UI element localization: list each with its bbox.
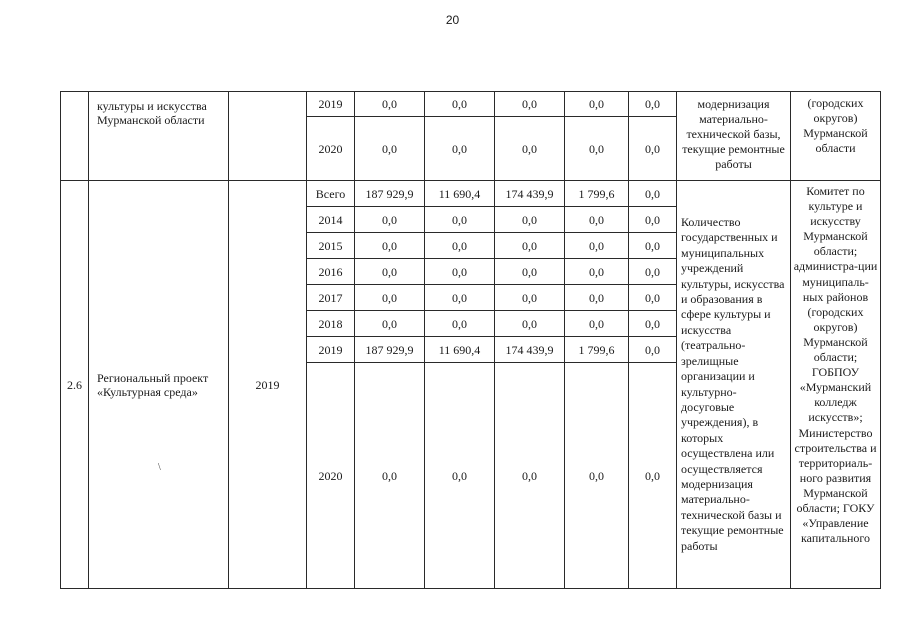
value-cell: 0,0: [495, 259, 565, 285]
event-name-cell: Региональный проект «Культурная среда»: [89, 181, 229, 589]
indicator-description-cell: Количество государственных и муниципальных учреждений культуры, искусства и образования в сфере культуры и искусства (театрально-зрелищные организации и культурно-досуговые учреждения), в которых осуществлена или осуществляется модернизация материально-технической базы и текущие ремонтные работы: [677, 181, 791, 589]
stray-mark: \: [158, 462, 161, 473]
value-cell: 0,0: [495, 92, 565, 117]
value-cell: 174 439,9: [495, 337, 565, 363]
value-cell: 1 799,6: [565, 337, 629, 363]
year-cell: 2017: [307, 285, 355, 311]
period-cell: 2019: [229, 181, 307, 589]
value-cell: 0,0: [355, 311, 425, 337]
responsible-cell: Комитет по культуре и искусству Мурманской области; администра-ции муниципаль-ных районов (городских округов) Мурманской области; ГОБПОУ «Мурманский колледж искусств»; Министерство строительства и территориаль-ного развития Мурманской области; ГОКУ «Управление капитального: [791, 181, 881, 589]
event-name-cell: культуры и искусства Мурманской области: [89, 92, 229, 181]
value-cell: 0,0: [629, 233, 677, 259]
value-cell: 0,0: [629, 363, 677, 589]
year-cell: 2016: [307, 259, 355, 285]
value-cell: 0,0: [629, 117, 677, 181]
value-cell: 174 439,9: [495, 181, 565, 207]
year-cell: 2014: [307, 207, 355, 233]
value-cell: 0,0: [425, 207, 495, 233]
value-cell: 0,0: [425, 259, 495, 285]
value-cell: 11 690,4: [425, 181, 495, 207]
period-cell: [229, 92, 307, 181]
value-cell: 0,0: [565, 311, 629, 337]
value-cell: 0,0: [495, 117, 565, 181]
value-cell: 11 690,4: [425, 337, 495, 363]
value-cell: 0,0: [629, 92, 677, 117]
page-number: 20: [445, 13, 460, 27]
value-cell: 187 929,9: [355, 181, 425, 207]
value-cell: 0,0: [495, 363, 565, 589]
number-cell: 2.6: [61, 181, 89, 589]
value-cell: 0,0: [629, 285, 677, 311]
value-cell: 0,0: [355, 117, 425, 181]
value-cell: 1 799,6: [565, 181, 629, 207]
value-cell: 0,0: [355, 92, 425, 117]
year-cell: 2020: [307, 363, 355, 589]
year-cell: 2019: [307, 337, 355, 363]
value-cell: 0,0: [629, 207, 677, 233]
value-cell: 0,0: [425, 311, 495, 337]
value-cell: 0,0: [355, 285, 425, 311]
value-cell: 0,0: [355, 363, 425, 589]
table-row: [61, 92, 881, 117]
table-row: [61, 181, 881, 207]
value-cell: 0,0: [495, 311, 565, 337]
value-cell: 0,0: [355, 233, 425, 259]
value-cell: 0,0: [425, 117, 495, 181]
value-cell: 0,0: [565, 207, 629, 233]
value-cell: 0,0: [495, 233, 565, 259]
year-cell: Всего: [307, 181, 355, 207]
value-cell: 0,0: [629, 337, 677, 363]
value-cell: 0,0: [565, 285, 629, 311]
value-cell: 0,0: [629, 259, 677, 285]
value-cell: 0,0: [425, 233, 495, 259]
value-cell: 0,0: [355, 259, 425, 285]
value-cell: 0,0: [495, 207, 565, 233]
value-cell: 0,0: [565, 233, 629, 259]
value-cell: 0,0: [629, 311, 677, 337]
value-cell: 0,0: [425, 92, 495, 117]
responsible-cell: (городских округов) Мурманской области: [791, 92, 881, 181]
number-cell: [61, 92, 89, 181]
value-cell: 0,0: [425, 363, 495, 589]
indicator-description-cell: модернизация материально-технической базы, текущие ремонтные работы: [677, 92, 791, 181]
value-cell: 0,0: [629, 181, 677, 207]
year-cell: 2019: [307, 92, 355, 117]
value-cell: 0,0: [565, 92, 629, 117]
program-table: [60, 91, 881, 589]
value-cell: 0,0: [565, 259, 629, 285]
value-cell: 0,0: [565, 363, 629, 589]
year-cell: 2020: [307, 117, 355, 181]
year-cell: 2018: [307, 311, 355, 337]
value-cell: 0,0: [425, 285, 495, 311]
value-cell: 187 929,9: [355, 337, 425, 363]
value-cell: 0,0: [355, 207, 425, 233]
year-cell: 2015: [307, 233, 355, 259]
value-cell: 0,0: [565, 117, 629, 181]
value-cell: 0,0: [495, 285, 565, 311]
